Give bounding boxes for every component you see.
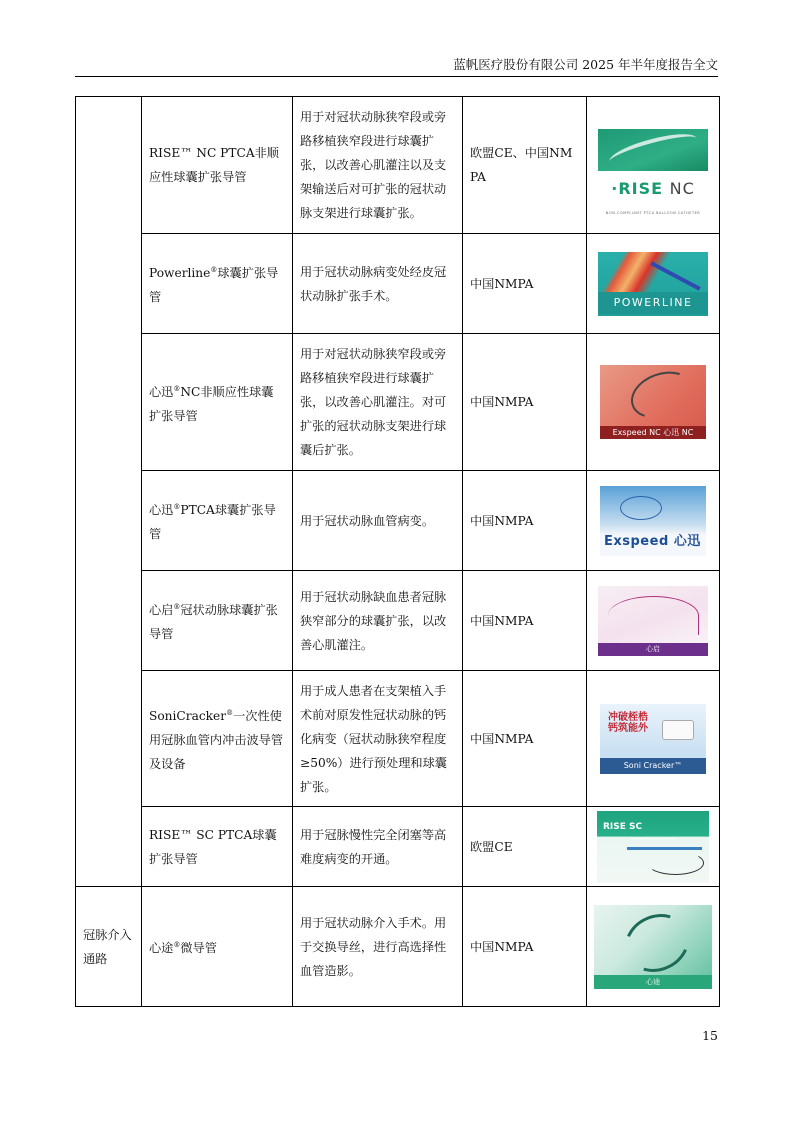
xintu-product-image bbox=[594, 905, 712, 989]
table-row bbox=[76, 334, 720, 471]
table-row bbox=[76, 571, 720, 671]
rise-sc-product-image bbox=[597, 811, 709, 883]
catheter-s-curve bbox=[615, 903, 698, 982]
product-name: SoniCracker®一次性使用冠脉血管内冲击波导管及设备 bbox=[142, 671, 293, 807]
catheter-loop bbox=[647, 851, 704, 875]
rise-sc-tagline: Let Your Expectations Rise bbox=[631, 836, 678, 841]
product-name: RISE™ NC PTCA非顺应性球囊扩张导管 bbox=[142, 97, 293, 234]
table-row bbox=[76, 471, 720, 571]
catheter-shaft bbox=[627, 847, 702, 850]
exspeed-nc-product-image bbox=[600, 365, 706, 439]
rise-nc-logo: ·RISE NC bbox=[611, 179, 695, 198]
product-usage: 用于冠状动脉病变处经皮冠状动脉扩张手术。 bbox=[293, 234, 463, 334]
report-header-title: 蓝帆医疗股份有限公司 2025 年半年度报告全文 bbox=[453, 57, 718, 72]
product-image-cell bbox=[587, 671, 720, 807]
rise-nc-tagline: NON-COMPLIANT PTCA BALLOON CATHETER bbox=[605, 211, 701, 215]
powerline-logo: POWERLINE bbox=[598, 292, 708, 314]
certification: 中国NMPA bbox=[463, 234, 587, 334]
sonicracker-slogan: 冲破桎梏 钙筑能外 bbox=[608, 711, 648, 734]
sonicracker-product-image bbox=[600, 704, 706, 774]
exspeed-nc-logo: Exspeed NC 心迅 NC bbox=[600, 426, 706, 439]
rise-sc-logo: RISE SC bbox=[603, 821, 643, 832]
certification: 中国NMPA bbox=[463, 887, 587, 1007]
category-cell bbox=[76, 97, 142, 887]
table-row bbox=[76, 671, 720, 807]
product-usage: 用于冠状动脉介入手术。用于交换导丝，进行高选择性血管造影。 bbox=[293, 887, 463, 1007]
product-name: 心迅®NC非顺应性球囊扩张导管 bbox=[142, 334, 293, 471]
product-name: RISE™ SC PTCA球囊扩张导管 bbox=[142, 807, 293, 887]
product-usage: 用于冠状动脉缺血患者冠脉狭窄部分的球囊扩张，以改善心肌灌注。 bbox=[293, 571, 463, 671]
powerline-product-image bbox=[598, 252, 708, 316]
vessel-illustration bbox=[598, 252, 708, 292]
certification: 欧盟CE、中国NMPA bbox=[463, 97, 587, 234]
product-image-cell bbox=[587, 887, 720, 1007]
product-usage: 用于成人患者在支架植入手术前对原发性冠状动脉的钙化病变（冠状动脉狭窄程度≥50%）进行预处理和球囊扩张。 bbox=[293, 671, 463, 807]
product-usage: 用于冠脉慢性完全闭塞等高难度病变的开通。 bbox=[293, 807, 463, 887]
device-console bbox=[662, 720, 694, 740]
table-row bbox=[76, 887, 720, 1007]
certification: 中国NMPA bbox=[463, 671, 587, 807]
exspeed-logo: Exspeed 心迅 bbox=[604, 533, 701, 549]
table-row bbox=[76, 807, 720, 887]
page-number: 15 bbox=[702, 1028, 718, 1043]
product-name: 心启®冠状动脉球囊扩张导管 bbox=[142, 571, 293, 671]
product-image-cell bbox=[587, 234, 720, 334]
header-divider bbox=[75, 76, 718, 77]
product-image-cell bbox=[587, 334, 720, 471]
xintu-logo: 心途 bbox=[594, 975, 712, 989]
certification: 中国NMPA bbox=[463, 571, 587, 671]
product-usage: 用于冠状动脉血管病变。 bbox=[293, 471, 463, 571]
catheter-photo bbox=[598, 129, 708, 171]
category-cell: 冠脉介入通路 bbox=[76, 887, 142, 1007]
product-table bbox=[75, 96, 720, 1007]
xinqi-logo: 心启 bbox=[598, 643, 708, 656]
product-usage: 用于对冠状动脉狭窄段或旁路移植狭窄段进行球囊扩张，以改善心肌灌注以及支架输送后对可扩张的冠状动脉支架进行球囊扩张。 bbox=[293, 97, 463, 234]
certification: 中国NMPA bbox=[463, 334, 587, 471]
product-image-cell bbox=[587, 807, 720, 887]
table-row bbox=[76, 234, 720, 334]
product-usage: 用于对冠状动脉狭窄段或旁路移植狭窄段进行球囊扩张，以改善心肌灌注。对可扩张的冠状动脉支架进行球囊后扩张。 bbox=[293, 334, 463, 471]
catheter-wire bbox=[624, 363, 699, 426]
certification: 欧盟CE bbox=[463, 807, 587, 887]
catheter-loop bbox=[620, 496, 662, 520]
product-image-cell bbox=[587, 571, 720, 671]
sonicracker-logo: Soni Cracker™ bbox=[600, 758, 706, 774]
product-image-cell bbox=[587, 97, 720, 234]
rise-nc-product-image bbox=[598, 129, 708, 215]
product-image-cell bbox=[587, 471, 720, 571]
xinqi-product-image bbox=[598, 586, 708, 656]
table-row bbox=[76, 97, 720, 234]
product-name: 心迅®PTCA球囊扩张导管 bbox=[142, 471, 293, 571]
exspeed-product-image bbox=[600, 486, 706, 556]
product-name: Powerline®球囊扩张导管 bbox=[142, 234, 293, 334]
product-name: 心途®微导管 bbox=[142, 887, 293, 1007]
certification: 中国NMPA bbox=[463, 471, 587, 571]
catheter-curve bbox=[608, 596, 699, 635]
